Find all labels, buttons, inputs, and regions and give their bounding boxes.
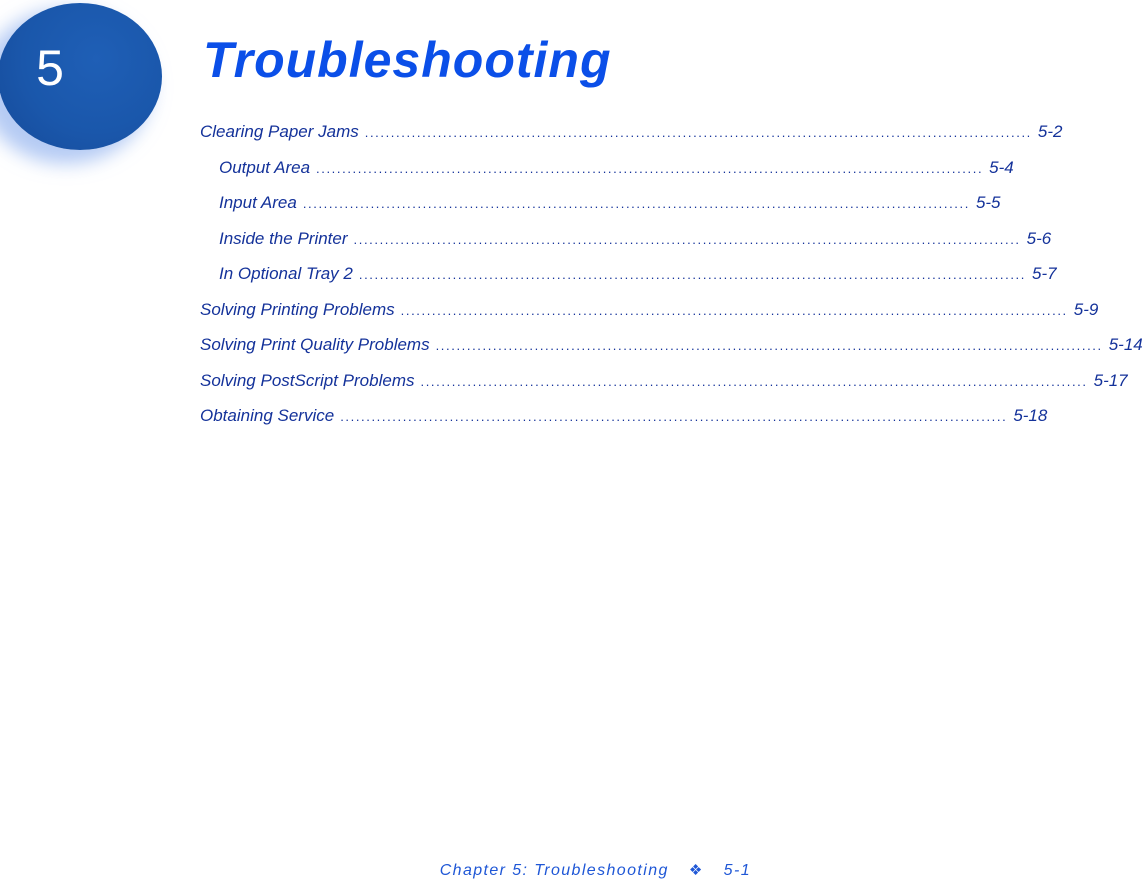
- toc-entry-title: Obtaining Service: [200, 406, 335, 425]
- toc-entry-page: 5-14: [1108, 335, 1143, 354]
- toc-entry-solving-printing-problems[interactable]: [200, 298, 1099, 334]
- toc-dot-leader: ................................................................................................................................: [364, 125, 1032, 140]
- toc-entry-obtaining-service[interactable]: [200, 404, 1048, 440]
- toc-dot-leader: ................................................................................................................................: [353, 231, 1021, 247]
- chapter-number-badge: [0, 3, 162, 150]
- toc-dot-leader: ................................................................................................................................: [316, 160, 984, 176]
- toc-dot-leader: ................................................................................................................................: [400, 302, 1068, 318]
- toc-entry-title: In Optional Tray 2: [219, 264, 353, 283]
- toc-entry-title: Solving PostScript Problems: [200, 370, 415, 390]
- toc-entry-inside-the-printer[interactable]: [200, 227, 1052, 263]
- toc-entry-page: 5-18: [1013, 406, 1048, 425]
- toc-entry-solving-postscript-problems[interactable]: [200, 369, 1128, 405]
- toc-entry-solving-print-quality-problems[interactable]: [200, 333, 1143, 369]
- toc-entry-output-area[interactable]: [200, 156, 1014, 192]
- toc-dot-leader: ................................................................................................................................: [435, 338, 1103, 353]
- toc-entry-clearing-paper-jams[interactable]: [200, 120, 1063, 156]
- table-of-contents: [200, 120, 1143, 440]
- toc-entry-title: Input Area: [219, 193, 297, 212]
- footer-page-number: 5-1: [723, 862, 751, 879]
- toc-entry-page: 5-2: [1037, 122, 1063, 141]
- toc-dot-leader: ................................................................................................................................: [340, 409, 1008, 424]
- toc-entry-page: 5-7: [1031, 264, 1057, 283]
- toc-entry-page: 5-4: [989, 157, 1014, 177]
- toc-entry-page: 5-5: [975, 193, 1001, 212]
- toc-entry-input-area[interactable]: [200, 191, 1001, 227]
- chapter-number: 5: [36, 40, 64, 96]
- toc-entry-page: 5-17: [1093, 370, 1128, 390]
- toc-entry-title: Inside the Printer: [219, 228, 348, 248]
- diamond-ornament-icon: ❖: [688, 862, 704, 879]
- page-footer: [440, 861, 751, 880]
- footer-chapter-label: Chapter 5: Troubleshooting: [439, 862, 669, 879]
- toc-entry-title: Output Area: [219, 157, 311, 177]
- toc-dot-leader: ................................................................................................................................: [420, 373, 1088, 389]
- toc-entry-page: 5-6: [1026, 228, 1052, 248]
- toc-entry-page: 5-9: [1073, 299, 1099, 319]
- page-title: Troubleshooting: [203, 32, 612, 88]
- toc-entry-title: Solving Print Quality Problems: [200, 335, 430, 354]
- toc-dot-leader: ................................................................................................................................: [302, 196, 970, 211]
- toc-entry-title: Solving Printing Problems: [200, 299, 395, 319]
- toc-entry-in-optional-tray-2[interactable]: [200, 262, 1057, 298]
- toc-dot-leader: ................................................................................................................................: [358, 267, 1026, 282]
- toc-entry-title: Clearing Paper Jams: [200, 122, 359, 141]
